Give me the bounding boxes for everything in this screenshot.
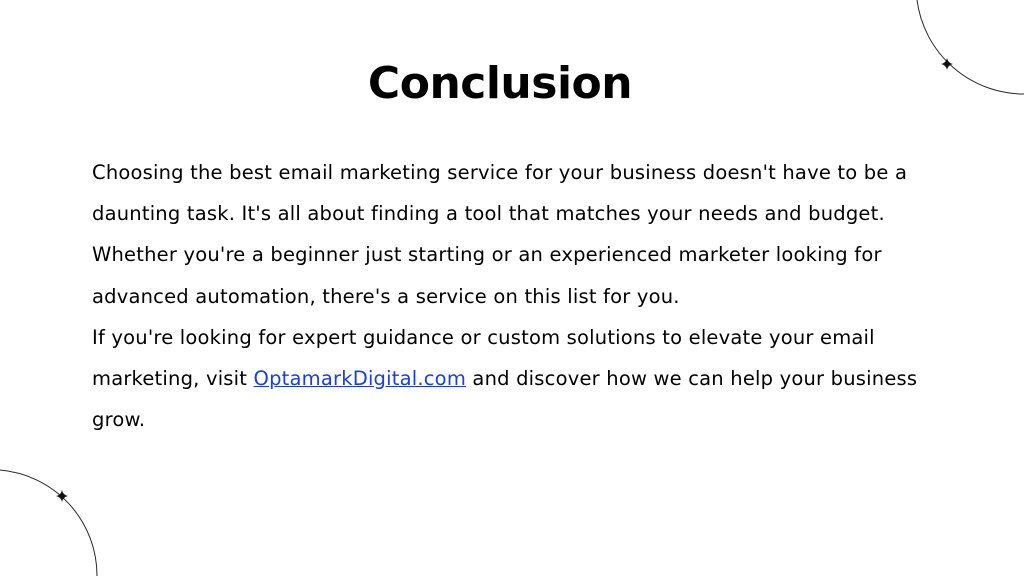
slide-title: Conclusion	[367, 58, 633, 109]
bottom-left-sparkle-icon	[56, 490, 68, 502]
cta-text-after-link: and discover how we can help your business grow.	[92, 367, 918, 432]
paragraph-cta	[92, 317, 942, 441]
paragraph-intro: Choosing the best email marketing service for your business doesn't have to be a daunting task. It's all about finding a tool that matches your needs and budget. Whether you're a beginner just starting or an experienced marketer looking for advanced automation, there's a service on this list for you.	[92, 161, 908, 308]
optamark-link[interactable]: OptamarkDigital.com	[253, 367, 467, 391]
slide-body	[92, 152, 942, 440]
bottom-left-arc-decoration	[0, 470, 97, 576]
cta-text-before-link: If you're looking for expert guidance or custom solutions to elevate your email marketing, visit	[92, 325, 875, 391]
